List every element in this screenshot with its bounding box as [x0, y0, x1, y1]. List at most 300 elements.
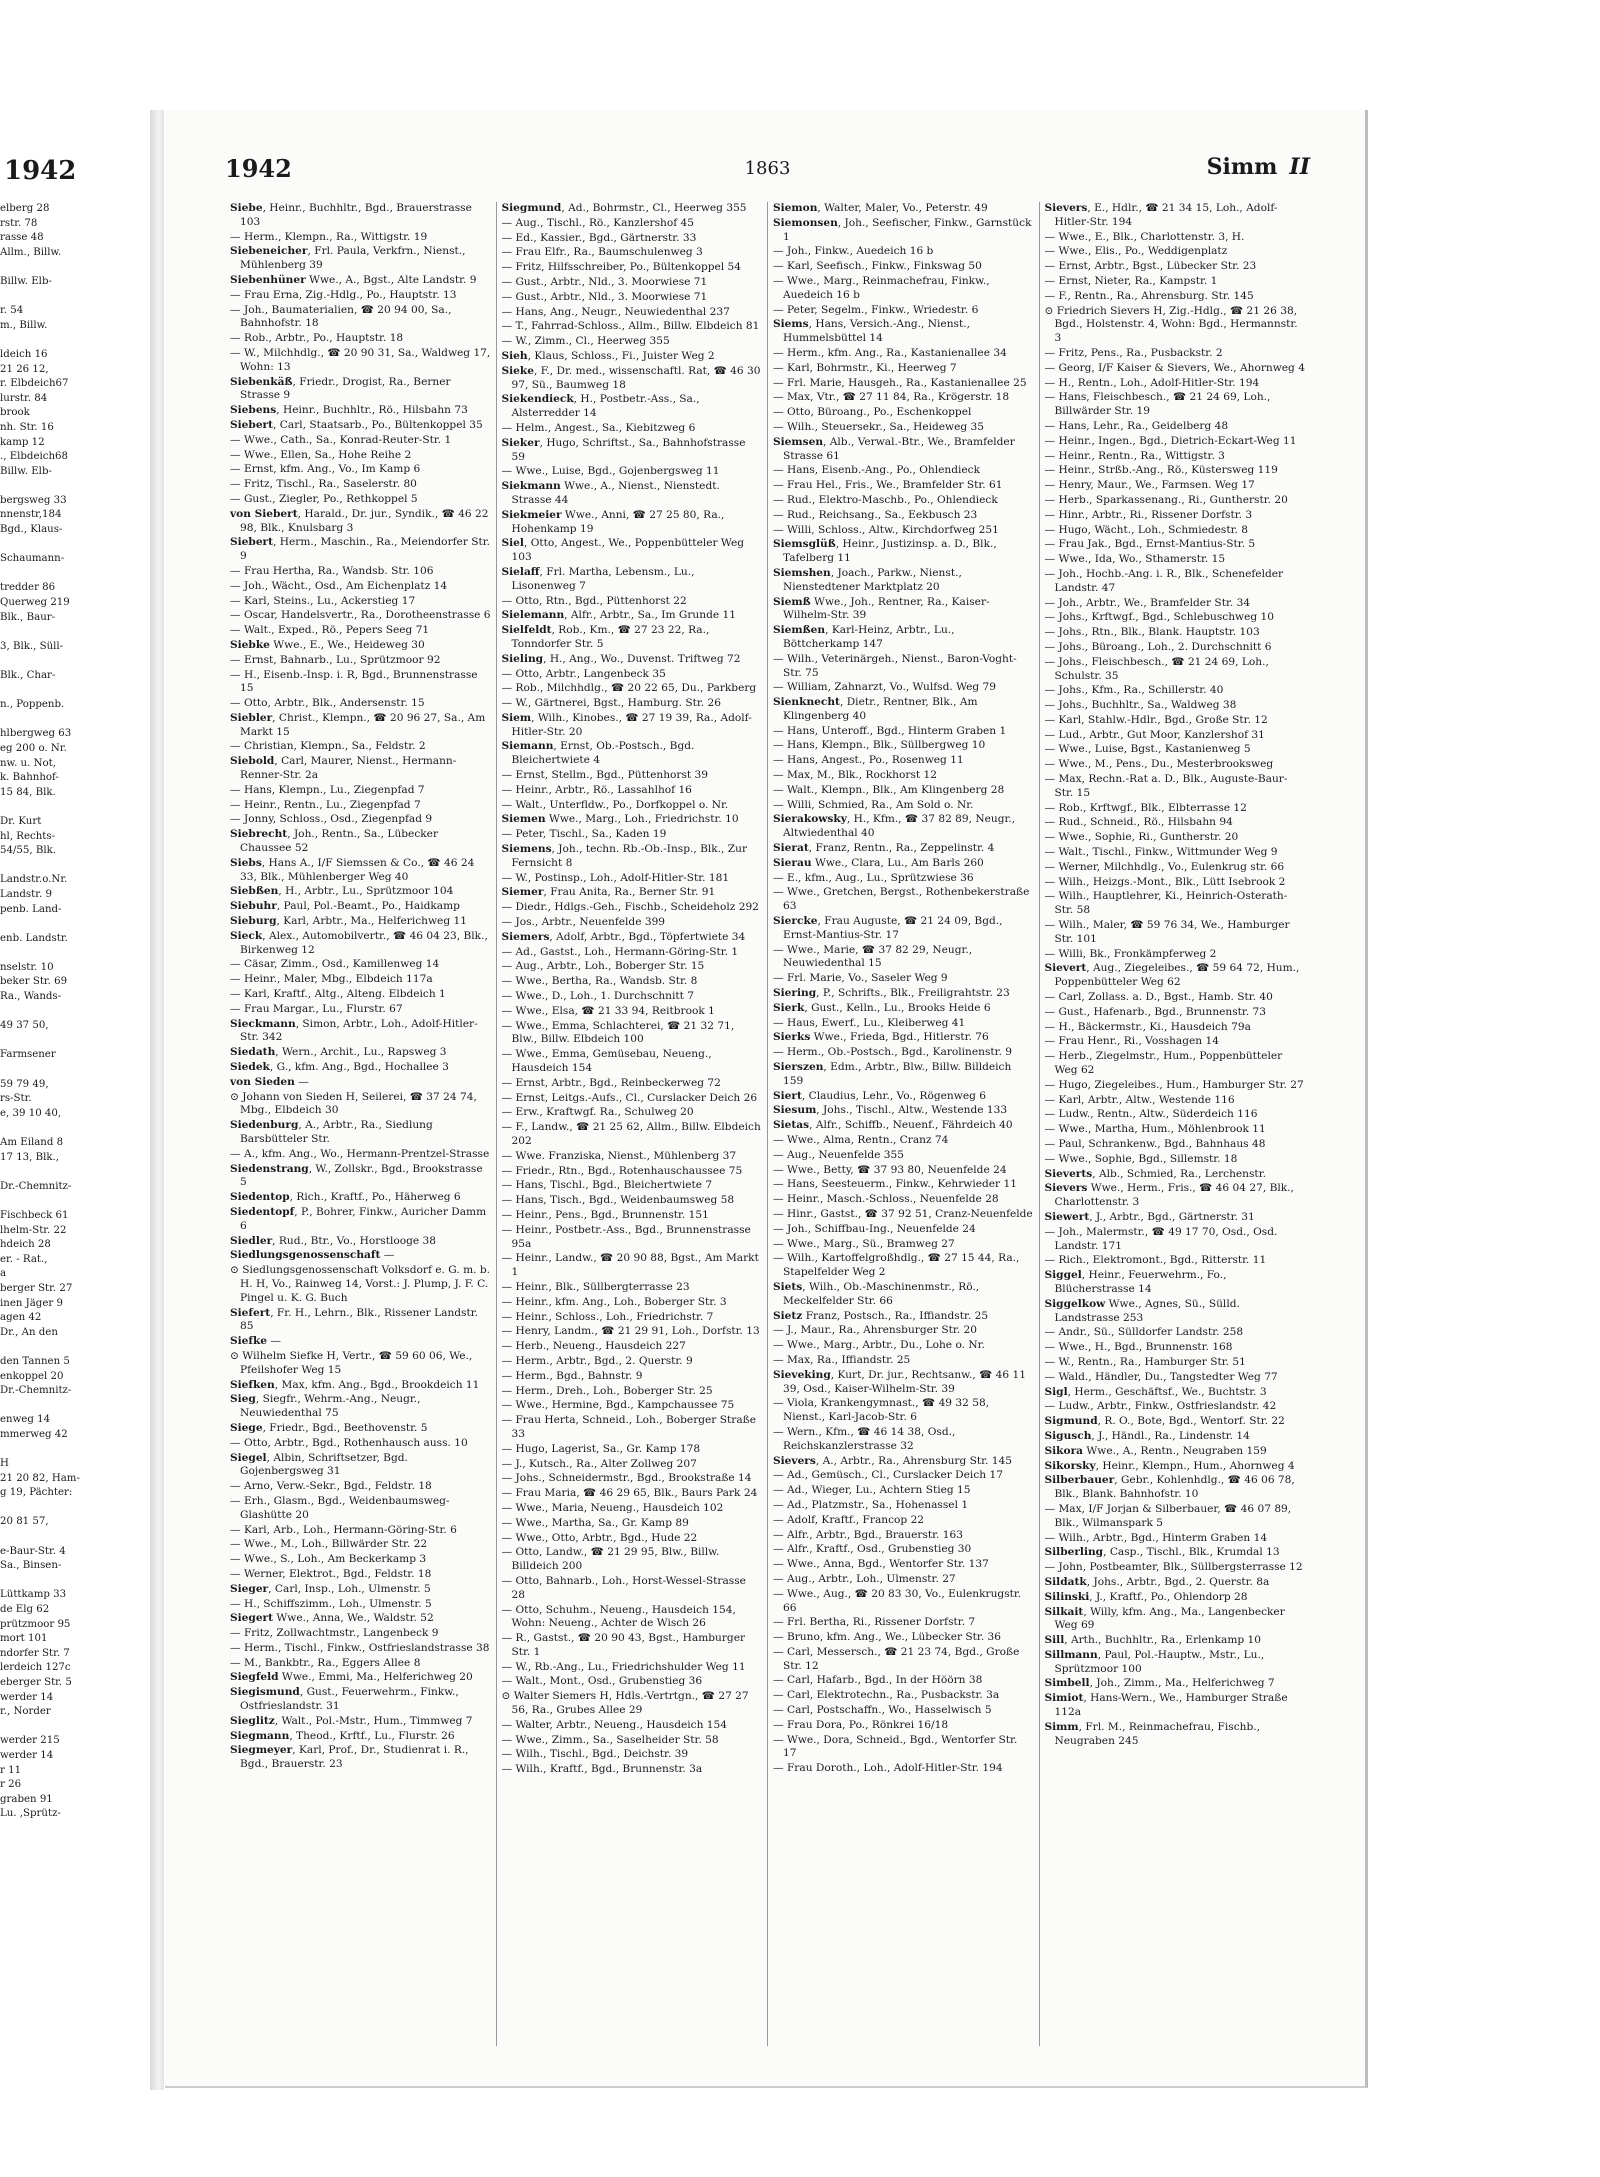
directory-entry: Sillmann, Paul, Pol.-Hauptw., Mstr., Lu., Sprützmoor 100 — [1044, 1648, 1265, 1675]
directory-entry: — J., Maur., Ra., Ahrensburger Str. 20 — [773, 1324, 977, 1337]
directory-entry: — Hans, Ang., Neugr., Neuwiedenthal 237 — [501, 305, 730, 318]
facing-page-line: r 26 — [0, 1779, 22, 1791]
directory-entry: Siedentop, Rich., Kraftf., Po., Häherweg 6 — [230, 1191, 461, 1204]
directory-entry: Siemers, Adolf, Arbtr., Bgd., Töpfertwiete 34 — [501, 930, 746, 943]
directory-entry: — Heinr., Rentn., Ra., Wittigstr. 3 — [1044, 449, 1225, 462]
facing-page-line: nh. Str. 16 — [0, 421, 54, 433]
facing-page-line: Blk., Char- — [0, 670, 56, 681]
directory-entry: — Wwe., Elsa, ☎ 21 33 94, Reitbrook 1 — [501, 1004, 715, 1017]
facing-page-line: rs-Str. — [0, 1093, 32, 1105]
directory-entry: — Heinr., Postbetr.-Ass., Bgd., Brunnenstrasse 95a — [501, 1223, 751, 1250]
directory-entry: — Ad., Platzmstr., Sa., Hohenassel 1 — [773, 1498, 969, 1511]
directory-entry: — Otto, Büroang., Po., Eschenkoppel — [773, 406, 972, 419]
directory-entry: — Wwe., S., Loh., Am Beckerkamp 3 — [230, 1553, 427, 1566]
directory-entry: Siert, Claudius, Lehr., Vo., Rögenweg 6 — [773, 1089, 986, 1102]
facing-page-line — [0, 538, 150, 553]
directory-entry: — Heinr., Pens., Bgd., Brunnenstr. 151 — [501, 1208, 709, 1221]
directory-entry: — Wwe., H., Bgd., Brunnenstr. 168 — [1044, 1341, 1233, 1354]
facing-page-line: m., Billw. — [0, 319, 48, 331]
facing-page-line: 21 26 12, — [0, 363, 49, 375]
directory-entry: — Wwe., Hermine, Bgd., Kampchaussee 75 — [501, 1399, 735, 1412]
facing-page-line — [0, 859, 150, 874]
directory-entry: — Max, Rechn.-Rat a. D., Blk., Auguste-Baur-Str. 15 — [1044, 773, 1288, 799]
directory-entry: — H., Schiffszimm., Loh., Ulmenstr. 5 — [230, 1597, 432, 1610]
directory-entry: — Wilh., Hauptlehrer, Ki., Heinrich-Osterath-Str. 58 — [1044, 890, 1288, 917]
directory-entry: Sierat, Franz, Rentn., Ra., Zeppelinstr. 4 — [773, 842, 995, 855]
directory-entry: — Hans, Fleischbesch., ☎ 21 24 69, Loh., Billwärder Str. 19 — [1044, 391, 1271, 418]
facing-page-line — [0, 1530, 150, 1545]
directory-entry: — Wwe., M., Loh., Billwärder Str. 22 — [230, 1538, 428, 1551]
directory-entry: — Max, I/F Jorjan & Silberbauer, ☎ 46 07 89, Blk., Wilmanspark 5 — [1044, 1502, 1292, 1529]
directory-entry: — Otto, Landw., ☎ 21 29 95, Blw., Billw. Billdeich 200 — [501, 1546, 720, 1573]
facing-page-line: e, 39 10 40, — [0, 1107, 62, 1119]
facing-page-line: elberg 28 — [0, 203, 50, 214]
directory-entry: — Wwe., Marie, ☎ 37 82 29, Neugr., Neuwiedenthal 15 — [773, 943, 973, 970]
facing-page-line — [0, 1063, 150, 1078]
directory-entry: — Werner, Elektrot., Bgd., Feldstr. 18 — [230, 1567, 432, 1580]
directory-entry: Siel, Otto, Angest., We., Poppenbütteler Weg 103 — [501, 537, 744, 564]
facing-page-line: tredder 86 — [0, 582, 56, 594]
facing-page-line: Sa., Binsen- — [0, 1560, 62, 1572]
directory-entry: Siesum, Johs., Tischl., Altw., Westende 133 — [773, 1104, 1008, 1117]
directory-entry: Siercke, Frau Auguste, ☎ 21 24 09, Bgd., Ernst-Mantius-Str. 17 — [773, 915, 1003, 941]
directory-entry: Siege, Friedr., Bgd., Beethovenstr. 5 — [230, 1421, 428, 1434]
directory-entry: — Karl, Arb., Loh., Hermann-Göring-Str. 6 — [230, 1523, 457, 1536]
directory-entry: — Wwe., Elis., Po., Weddigenplatz — [1044, 245, 1228, 258]
directory-entry: — Wilh., Kartoffelgroßhdlg., ☎ 27 15 44, Ra., Stapelfelder Weg 2 — [773, 1252, 1020, 1279]
directory-entry: — Ed., Kassier., Bgd., Gärtnerstr. 33 — [501, 231, 697, 244]
directory-entry: Sieker, Hugo, Schriftst., Sa., Bahnhofstrasse 59 — [501, 436, 746, 463]
directory-entry: Siebert, Carl, Staatsarb., Po., Bültenkoppel 35 — [230, 418, 483, 431]
directory-entry: — Wwe. Franziska, Nienst., Mühlenberg 37 — [501, 1149, 737, 1162]
directory-entry: Siemon, Walter, Maler, Vo., Peterstr. 49 — [773, 202, 988, 214]
directory-entry: Sieling, H., Ang., Wo., Duvenst. Triftweg 72 — [501, 652, 741, 665]
directory-entry: — Hugo, Lagerist, Sa., Gr. Kamp 178 — [501, 1442, 701, 1455]
directory-entry: Siggelkow Wwe., Agnes, Sü., Sülld. Landstrasse 253 — [1044, 1297, 1240, 1324]
facing-page-year: 1942 — [4, 156, 77, 186]
facing-page-line: Fischbeck 61 — [0, 1209, 69, 1221]
directory-entry: Siegert Wwe., Anna, We., Waldstr. 52 — [230, 1612, 434, 1625]
directory-entry: — Carl, Hafarb., Bgd., In der Höörn 38 — [773, 1674, 983, 1687]
directory-entry: — Ernst, Arbtr., Bgst., Lübecker Str. 23 — [1044, 260, 1257, 273]
facing-page-line: r 11 — [0, 1764, 22, 1776]
directory-entry: Siggel, Heinr., Feuerwehrm., Fo., Blücherstrasse 14 — [1044, 1269, 1227, 1295]
directory-entry: — Joh., Baumaterialien, ☎ 20 94 00, Sa., Bahnhofstr. 18 — [230, 303, 452, 330]
facing-page-line: kamp 12 — [0, 436, 45, 448]
directory-entry: Siegel, Albin, Schriftsetzer, Bgd. Gojenbergsweg 31 — [230, 1451, 408, 1478]
directory-entry: — Herm., Bgd., Bahnstr. 9 — [501, 1369, 643, 1382]
directory-entry: Siemshen, Joach., Parkw., Nienst., Nienstedtener Marktplatz 20 — [773, 566, 962, 593]
facing-page-line: Bgd., Klaus- — [0, 524, 63, 536]
facing-page-line: ndorfer Str. 7 — [0, 1647, 70, 1659]
directory-entry: — Hinr., Gastst., ☎ 37 92 51, Cranz-Neuenfelde — [773, 1207, 1033, 1220]
directory-entry: von Siebert, Harald., Dr. jur., Syndik., ☎ 46 22 98, Blk., Knulsbarg 3 — [230, 507, 489, 534]
directory-entry: — Wwe., Maria, Neueng., Hausdeich 102 — [501, 1501, 724, 1514]
directory-entry: Siets, Wilh., Ob.-Maschinenmstr., Rö., Meckelfelder Str. 66 — [773, 1280, 980, 1307]
facing-page-line: 59 79 49, — [0, 1078, 49, 1090]
directory-entry: — Walt., Unterfldw., Po., Dorfkoppel o. Nr. — [501, 798, 729, 811]
directory-entry: ⊙ Johann von Sieden H, Seilerei, ☎ 37 24 74, Mbg., Elbdeich 30 — [230, 1090, 477, 1117]
directory-entry: — Wwe., Marg., Reinmachefrau, Finkw., Auedeich 16 b — [773, 274, 990, 301]
directory-entry: — Hans, Unteroff., Bgd., Hinterm Graben 1 — [773, 724, 1007, 737]
directory-entry: Simbell, Joh., Zimm., Ma., Helferichweg 7 — [1044, 1677, 1275, 1690]
directory-entry: Siemen Wwe., Marg., Loh., Friedrichstr. 10 — [501, 813, 739, 826]
directory-entry: — Frl. Marie, Vo., Saseler Weg 9 — [773, 972, 948, 985]
directory-entry: — Wwe., Anna, Bgd., Wentorfer Str. 137 — [773, 1558, 989, 1571]
directory-entry: — Wern., Kfm., ☎ 46 14 38, Osd., Reichskanzlerstrasse 32 — [773, 1425, 956, 1452]
directory-entry: — Wwe., Sophie, Bgd., Sillemstr. 18 — [1044, 1152, 1238, 1165]
directory-entry: Sievert, Aug., Ziegeleibes., ☎ 59 64 72, Hum., Poppenbütteler Weg 62 — [1044, 962, 1300, 989]
directory-entry: — Frau Maria, ☎ 46 29 65, Blk., Baurs Park 24 — [501, 1487, 758, 1500]
directory-entry: Sieg, Siegfr., Wehrm.-Ang., Neugr., Neuwiedenthal 75 — [230, 1393, 421, 1420]
directory-entry: — Heinr., Rentn., Lu., Ziegenpfad 7 — [230, 798, 421, 811]
facing-page-line: 3, Blk., Süll- — [0, 640, 64, 652]
directory-entry: — H., Bäckermstr., Ki., Hausdeich 79a — [1044, 1020, 1251, 1033]
facing-page-line: er. - Rat., — [0, 1253, 48, 1265]
directory-entry: — Peter, Tischl., Sa., Kaden 19 — [501, 828, 667, 841]
directory-entry: — Rud., Reichsang., Sa., Eekbusch 23 — [773, 508, 978, 521]
directory-entry: — Hans, Lehr., Ra., Geidelberg 48 — [1044, 419, 1229, 432]
directory-entry: — W., Gärtnerei, Bgst., Hamburg. Str. 26 — [501, 697, 722, 710]
directory-entry: — Rob., Arbtr., Po., Hauptstr. 18 — [230, 332, 404, 345]
directory-entry: — Joh., Arbtr., We., Bramfelder Str. 34 — [1044, 596, 1251, 609]
directory-entry: Siemsglüß, Heinr., Justizinsp. a. D., Blk., Tafelberg 11 — [773, 538, 997, 565]
directory-entry: — Andr., Sü., Sülldorfer Landstr. 258 — [1044, 1326, 1244, 1339]
facing-page-line: rstr. 78 — [0, 217, 38, 229]
facing-page-line: enweg 14 — [0, 1414, 51, 1426]
directory-entry: Sieke, F., Dr. med., wissenschaftl. Rat, ☎ 46 30 97, Sü., Baumweg 18 — [501, 364, 761, 391]
facing-page-line — [0, 1121, 150, 1136]
directory-entry: Siemens, Joh., techn. Rb.-Ob.-Insp., Blk., Zur Fernsicht 8 — [501, 843, 748, 869]
directory-entry: — Heinr., Schloss., Loh., Friedrichstr. 7 — [501, 1310, 714, 1323]
facing-page-line: Billw. Elb- — [0, 465, 52, 477]
directory-entry: — Wilh., Veterinärgeh., Nienst., Baron-Voght-Str. 75 — [773, 652, 1017, 679]
facing-page-line: Dr., An den — [0, 1326, 58, 1338]
facing-page-line — [0, 567, 150, 582]
directory-entry: — Herb., Sparkassenang., Ri., Guntherstr. 20 — [1044, 493, 1288, 506]
directory-entry: Sigl, Herm., Geschäftsf., We., Buchtstr. 3 — [1044, 1385, 1267, 1398]
directory-entry: — Joh., Wächt., Osd., Am Eichenplatz 14 — [230, 579, 448, 592]
directory-entry: — Alfr., Kraftf., Osd., Grubenstieg 30 — [773, 1543, 972, 1556]
directory-entry: — Joh., Finkw., Auedeich 16 b — [773, 245, 934, 258]
directory-entry: — Hans, Tischl., Bgd., Bleichertwiete 7 — [501, 1179, 713, 1192]
directory-entry: Siebenhüner Wwe., A., Bgst., Alte Landstr. 9 — [230, 273, 477, 286]
directory-entry: — Ernst, Nieter, Ra., Kampstr. 1 — [1044, 274, 1218, 287]
directory-entry: — Wwe., D., Loh., 1. Durchschnitt 7 — [501, 990, 694, 1003]
directory-entry: Siegmeyer, Karl, Prof., Dr., Studienrat i. R., Bgd., Brauerstr. 23 — [230, 1744, 469, 1771]
directory-entry: — Haus, Ewerf., Lu., Kleiberweg 41 — [773, 1016, 966, 1029]
facing-page-fragment — [0, 130, 150, 2060]
directory-entry: — Otto, Arbtr., Bgd., Rothenhausch auss. 10 — [230, 1436, 468, 1449]
directory-entry: Sikora Wwe., A., Rentn., Neugraben 159 — [1044, 1444, 1267, 1457]
facing-page-line: r. 54 — [0, 305, 24, 317]
facing-page-line: lerdeich 127c — [0, 1662, 71, 1674]
directory-column-2 — [496, 202, 768, 2046]
directory-entry: — Otto, Bahnarb., Loh., Horst-Wessel-Strasse 28 — [501, 1574, 746, 1601]
directory-entry: — Aug., Tischl., Rö., Kanzlershof 45 — [501, 216, 694, 229]
directory-entry: — Johs., Schneidermstr., Bgd., Brookstraße 14 — [501, 1472, 752, 1485]
facing-page-line: de Elg 62 — [0, 1604, 50, 1615]
directory-entry: — Heinr., Arbtr., Rö., Lassahlhof 16 — [501, 783, 692, 796]
facing-page-line: agen 42 — [0, 1312, 42, 1324]
directory-entry: — Henry, Landm., ☎ 21 29 91, Loh., Dorfstr. 13 — [501, 1325, 760, 1338]
directory-entry: — Frau Elfr., Ra., Baumschulenweg 3 — [501, 246, 703, 259]
directory-entry: Siebs, Hans A., I/F Siemssen & Co., ☎ 46 24 33, Blk., Mühlenberger Weg 40 — [230, 856, 475, 883]
directory-entry: Siebold, Carl, Maurer, Nienst., Hermann-Renner-Str. 2a — [230, 755, 457, 782]
facing-page-line: n., Poppenb. — [0, 699, 65, 711]
directory-entry: Sierk, Gust., Kelln., Lu., Brooks Heide 6 — [773, 1001, 991, 1014]
directory-entry: — Alfr., Arbtr., Bgd., Brauerstr. 163 — [773, 1528, 963, 1541]
directory-entry: Sieckmann, Simon, Arbtr., Loh., Adolf-Hitler-Str. 342 — [230, 1017, 478, 1044]
facing-page-line: werder 14 — [0, 1749, 54, 1761]
directory-entry: Sierks Wwe., Frieda, Bgd., Hitlerstr. 76 — [773, 1031, 989, 1044]
directory-entry: — Frau Erna, Zig.-Hdlg., Po., Hauptstr. 13 — [230, 288, 457, 301]
directory-entry: Simm, Frl. M., Reinmachefrau, Fischb., Neugraben 245 — [1044, 1720, 1260, 1747]
facing-page-line: Dr.-Chemnitz- — [0, 1385, 72, 1397]
directory-entry: — Adolf, Kraftf., Francop 22 — [773, 1513, 925, 1526]
directory-entry: ⊙ Siedlungsgenossenschaft Volksdorf e. G. m. b. H. H, Vo., Rainweg 14, Vorst.: J. Plump, J. F. C. Pingel u. K. G. Buch — [230, 1264, 491, 1304]
directory-entry: Sildatk, Johs., Arbtr., Bgd., 2. Querstr. 8a — [1044, 1575, 1270, 1588]
directory-entry: Siemann, Ernst, Ob.-Postsch., Bgd. Bleichertwiete 4 — [501, 740, 695, 767]
directory-entry: — Wwe., Luise, Bgd., Gojenbergsweg 11 — [501, 465, 720, 478]
directory-entry: — Otto, Schuhm., Neueng., Hausdeich 154, Wohn: Neueng., Achter de Wisch 26 — [501, 1603, 736, 1630]
directory-entry: — Carl, Postschaffn., Wo., Hasselwisch 5 — [773, 1704, 992, 1717]
directory-entry: — Wilh., Arbtr., Bgd., Hinterm Graben 14 — [1044, 1531, 1268, 1544]
directory-entry: — Ad., Gastst., Loh., Hermann-Göring-Str. 1 — [501, 945, 739, 958]
directory-entry: — W., Milchhdlg., ☎ 20 90 31, Sa., Waldweg 17, Wohn: 13 — [230, 346, 491, 373]
directory-entry: — Heinr., Ingen., Bgd., Dietrich-Eckart-Weg 11 — [1044, 434, 1297, 447]
facing-page-line: Lu. ,Sprütz- — [0, 1808, 61, 1820]
directory-entry: — Hans, Angest., Po., Rosenweg 11 — [773, 754, 964, 767]
directory-entry: — Heinr., Masch.-Schloss., Neuenfelde 28 — [773, 1193, 999, 1206]
directory-entry: Sierau Wwe., Clara, Lu., Am Barls 260 — [773, 856, 984, 869]
directory-entry: — Frau Doroth., Loh., Adolf-Hitler-Str. 194 — [773, 1762, 1003, 1775]
directory-entry: — Frau Jak., Bgd., Ernst-Mantius-Str. 5 — [1044, 538, 1256, 551]
directory-entry: — Diedr., Hdlgs.-Geh., Fischb., Scheideholz 292 — [501, 901, 759, 914]
directory-entry: Siems, Hans, Versich.-Ang., Nienst., Hummelsbüttel 14 — [773, 318, 970, 345]
facing-page-line — [0, 333, 150, 348]
facing-page-line — [0, 1399, 150, 1414]
facing-page-line: 21 20 82, Ham- — [0, 1472, 80, 1484]
directory-page — [165, 110, 1368, 2088]
directory-entry: Siefke — — [230, 1335, 282, 1348]
directory-entry: — Karl, Arbtr., Altw., Westende 116 — [1044, 1093, 1235, 1106]
directory-entry: — Heinr., Blk., Süllbergterrasse 23 — [501, 1280, 690, 1293]
directory-entry: Siekmann Wwe., A., Nienst., Nienstedt. Strasse 44 — [501, 480, 720, 506]
directory-entry: — Wwe., E., Blk., Charlottenstr. 3, H. — [1044, 230, 1245, 243]
facing-page-line: inen Jäger 9 — [0, 1297, 63, 1309]
facing-page-line — [0, 290, 150, 305]
directory-entry: Siekmeier Wwe., Anni, ☎ 27 25 80, Ra., Hohenkamp 19 — [501, 508, 725, 535]
directory-entry: — Wwe., Bertha, Ra., Wandsb. Str. 8 — [501, 975, 698, 988]
directory-entry: Siemer, Frau Anita, Ra., Berner Str. 91 — [501, 886, 716, 899]
running-head — [1207, 154, 1310, 180]
directory-entry: — Wwe., Gretchen, Bergst., Rothenbekerstraße 63 — [773, 886, 1030, 913]
directory-entry: Siedenburg, A., Arbtr., Ra., Siedlung Barsbütteler Str. — [230, 1119, 433, 1145]
directory-entry: — Wwe., Martha, Sa., Gr. Kamp 89 — [501, 1516, 689, 1529]
directory-entry: Silinski, J., Kraftf., Po., Ohlendorp 28 — [1044, 1590, 1248, 1603]
facing-page-line — [0, 1005, 150, 1020]
facing-page-line: werder 215 — [0, 1735, 60, 1747]
directory-entry: — Johs., Fleischbesch., ☎ 21 24 69, Loh., Schulstr. 35 — [1044, 655, 1269, 682]
directory-entry: — Willi, Schloss., Altw., Kirchdorfweg 251 — [773, 523, 999, 536]
facing-page-line — [0, 800, 150, 815]
directory-entry: — Joh., Malermstr., ☎ 49 17 70, Osd., Osd. Landstr. 171 — [1044, 1225, 1278, 1252]
directory-column-1 — [225, 202, 496, 2046]
facing-page-line: Am Eiland 8 — [0, 1137, 64, 1148]
directory-entry: Sieck, Alex., Automobilvertr., ☎ 46 04 23, Blk., Birkenweg 12 — [230, 929, 488, 956]
directory-entry: — Georg, I/F Kaiser & Sievers, We., Ahornweg 4 — [1044, 361, 1305, 374]
directory-entry: — Heinr., Landw., ☎ 20 90 88, Bgst., Am Markt 1 — [501, 1252, 759, 1279]
directory-entry: — Walt., Klempn., Blk., Am Klingenberg 28 — [773, 783, 1005, 796]
directory-entry: — W., Postinsp., Loh., Adolf-Hitler-Str. 181 — [501, 871, 730, 884]
facing-page-line: r. Elbdeich67 — [0, 378, 69, 390]
page-header — [225, 154, 1310, 194]
directory-entry: — Wwe., Otto, Arbtr., Bgd., Hude 22 — [501, 1531, 698, 1544]
directory-entry: — W., Rentn., Ra., Hamburger Str. 51 — [1044, 1355, 1246, 1368]
facing-page-line: brook — [0, 407, 30, 419]
directory-entry: — Wilh., Kraftf., Bgd., Brunnenstr. 3a — [501, 1763, 703, 1776]
facing-page-line — [0, 1165, 150, 1180]
directory-column-3 — [767, 202, 1039, 2046]
directory-entry: Siewert, J., Arbtr., Bgd., Gärtnerstr. 31 — [1044, 1210, 1255, 1223]
directory-entry: — Peter, Segelm., Finkw., Wriedestr. 6 — [773, 303, 979, 316]
directory-entry: — Hans, Eisenb.-Ang., Po., Ohlendieck — [773, 464, 981, 477]
directory-entry: — Ernst, kfm. Ang., Vo., Im Kamp 6 — [230, 463, 421, 476]
directory-entry: Siedek, G., kfm. Ang., Bgd., Hochallee 3 — [230, 1061, 449, 1074]
directory-entry: — Wwe., Martha, Hum., Möhlenbrook 11 — [1044, 1123, 1266, 1136]
directory-entry: Sigmund, R. O., Bote, Bgd., Wentorf. Str. 22 — [1044, 1415, 1285, 1428]
directory-entry: Sieglitz, Walt., Pol.-Mstr., Hum., Timmweg 7 — [230, 1714, 473, 1727]
facing-page-line: prützmoor 95 — [0, 1618, 71, 1630]
directory-entry: — Frau Herta, Schneid., Loh., Boberger Straße 33 — [501, 1414, 756, 1440]
directory-entry: — T., Fahrrad-Schloss., Allm., Billw. Elbdeich 81 — [501, 320, 760, 333]
directory-entry: Siedlungsgenossenschaft — — [230, 1249, 395, 1262]
directory-entry: — Wwe., Alma, Rentn., Cranz 74 — [773, 1134, 949, 1146]
directory-entry: ⊙ Friedrich Sievers H, Zig.-Hdlg., ☎ 21 26 38, Bgd., Holstenstr. 4, Wohn: Bgd., Hermannstr. 3 — [1044, 304, 1298, 345]
directory-entry: — Heinr., Maler, Mbg., Elbdeich 117a — [230, 973, 433, 986]
facing-page-line: eberger Str. 5 — [0, 1676, 72, 1688]
facing-page-line: hlbergweg 63 — [0, 728, 72, 740]
directory-entry: — Wwe., Emma, Gemüsebau, Neueng., Hausdeich 154 — [501, 1048, 712, 1075]
directory-entry: Siebßen, H., Arbtr., Lu., Sprützmoor 104 — [230, 885, 454, 898]
facing-page-line: Farmsener — [0, 1049, 56, 1061]
facing-page-line — [0, 1720, 150, 1735]
directory-entry: — Wwe., Ida, Wo., Sthamerstr. 15 — [1044, 553, 1226, 566]
directory-entry: — Hans, Klempn., Lu., Ziegenpfad 7 — [230, 783, 425, 796]
page-year: 1942 — [225, 154, 292, 183]
directory-entry: — Carl, Elektrotechn., Ra., Pusbackstr. 3a — [773, 1689, 1000, 1702]
facing-page-line: Allm., Billw. — [0, 246, 62, 258]
directory-entry: — Wilh., Maler, ☎ 59 76 34, We., Hamburger Str. 101 — [1044, 919, 1290, 945]
directory-entry: — Gust., Ziegler, Po., Rethkoppel 5 — [230, 492, 418, 505]
directory-entry: Siegmann, Theod., Krftf., Lu., Flurstr. 26 — [230, 1729, 455, 1742]
facing-page-line — [0, 713, 150, 728]
directory-entry: — J., Kutsch., Ra., Alter Zollweg 207 — [501, 1457, 697, 1470]
directory-entry: Siekendieck, H., Postbetr.-Ass., Sa., Alsterredder 14 — [501, 393, 700, 420]
directory-entry: — Aug., Arbtr., Loh., Boberger Str. 15 — [501, 960, 705, 973]
directory-entry: — Gust., Hafenarb., Bgd., Brunnenstr. 73 — [1044, 1005, 1267, 1018]
facing-page-line: Dr. Kurt — [0, 815, 42, 827]
directory-entry: Sieh, Klaus, Schloss., Fi., Juister Weg 2 — [501, 349, 715, 362]
facing-page-line: graben 91 — [0, 1793, 53, 1805]
directory-entry: — Wald., Händler, Du., Tangstedter Weg 77 — [1044, 1370, 1278, 1383]
facing-page-line — [0, 260, 150, 275]
facing-page-line: Landstr.o.Nr. — [0, 874, 68, 886]
facing-page-line: 54/55, Blk. — [0, 845, 56, 857]
facing-page-line: ldeich 16 — [0, 348, 48, 360]
directory-entry: — Wwe., Marg., Sü., Bramweg 27 — [773, 1237, 955, 1250]
facing-page-line: mmerweg 42 — [0, 1428, 68, 1440]
directory-entry: — H., Eisenb.-Insp. i. R, Bgd., Brunnenstrasse 15 — [230, 668, 478, 695]
directory-entry: — Herb., Neueng., Hausdeich 227 — [501, 1340, 686, 1353]
facing-page-line: Landstr. 9 — [0, 888, 52, 900]
directory-entry: — Fritz, Hilfsschreiber, Po., Bültenkoppel 54 — [501, 261, 742, 274]
directory-entry: Sielaff, Frl. Martha, Lebensm., Lu., Lisonenweg 7 — [501, 565, 695, 592]
directory-entry: — Hans, Seesteuerm., Finkw., Kehrwieder 11 — [773, 1178, 1017, 1191]
facing-page-line: Lüttkamp 33 — [0, 1589, 67, 1601]
facing-page-line: Schaumann- — [0, 553, 65, 565]
directory-entry: — Wwe., Zimm., Sa., Saselheider Str. 58 — [501, 1733, 719, 1746]
directory-entry: — Ludw., Rentn., Altw., Süderdeich 116 — [1044, 1108, 1258, 1121]
directory-entry: Siegfeld Wwe., Emmi, Ma., Helferichweg 20 — [230, 1671, 473, 1684]
directory-entry: — Rob., Milchhdlg., ☎ 20 22 65, Du., Parkberg — [501, 682, 757, 695]
directory-entry: — Hugo, Ziegeleibes., Hum., Hamburger Str. 27 — [1044, 1078, 1304, 1091]
facing-page-line: werder 14 — [0, 1691, 54, 1703]
directory-entry: — Heinr., Strßb.-Ang., Rö., Küstersweg 119 — [1044, 464, 1278, 477]
directory-entry: — Walt., Exped., Rö., Pepers Seeg 71 — [230, 624, 430, 637]
directory-entry: Siemß Wwe., Joh., Rentner, Ra., Kaiser-Wilhelm-Str. 39 — [773, 595, 990, 622]
directory-entry: — Herm., Klempn., Ra., Wittigstr. 19 — [230, 230, 428, 243]
directory-entry: Siebrecht, Joh., Rentn., Sa., Lübecker Chaussee 52 — [230, 828, 439, 855]
directory-entry: — Rud., Elektro-Maschb., Po., Ohlendieck — [773, 493, 998, 506]
directory-entry: — Bruno, kfm. Ang., We., Lübecker Str. 36 — [773, 1631, 1002, 1644]
directory-entry: — Herb., Ziegelmstr., Hum., Poppenbütteler Weg 62 — [1044, 1050, 1283, 1077]
directory-entry: — F., Rentn., Ra., Ahrensburg. Str. 145 — [1044, 289, 1254, 302]
directory-entry: — Ernst, Arbtr., Bgd., Reinbeckerweg 72 — [501, 1076, 721, 1089]
directory-entry: — Rich., Elektromont., Bgd., Ritterstr. 11 — [1044, 1254, 1267, 1267]
directory-entry: — Joh., Hochb.-Ang. i. R., Blk., Schenefelder Landstr. 47 — [1044, 567, 1284, 594]
facing-page-line: Blk., Baur- — [0, 611, 56, 623]
directory-entry: — Carl, Zollass. a. D., Bgst., Hamb. Str. 40 — [1044, 991, 1273, 1004]
directory-entry: Siebenkäß, Friedr., Drogist, Ra., Berner Strasse 9 — [230, 375, 451, 402]
directory-entry: Sigusch, J., Händl., Ra., Lindenstr. 14 — [1044, 1429, 1250, 1442]
directory-entry: — Hinr., Arbtr., Ri., Rissener Dorfstr. 3 — [1044, 508, 1253, 521]
directory-entry: Siegmund, Ad., Bohrmstr., Cl., Heerweg 355 — [501, 202, 747, 214]
directory-entry: — Oscar, Handelsvertr., Ra., Dorotheenstrasse 6 — [230, 609, 491, 622]
directory-entry: — William, Zahnarzt, Vo., Wulfsd. Weg 79 — [773, 681, 997, 694]
directory-entry: — Karl, Stahlw.-Hdlr., Bgd., Große Str. 12 — [1044, 713, 1268, 726]
directory-entry: — Willi, Bk., Fronkämpferweg 2 — [1044, 947, 1217, 960]
directory-entry: Siering, P., Schrifts., Blk., Freiligrahtstr. 23 — [773, 987, 1010, 1000]
directory-entry: — H., Rentn., Loh., Adolf-Hitler-Str. 194 — [1044, 376, 1260, 389]
facing-page-line — [0, 1194, 150, 1209]
directory-entry: — Willi, Schmied, Ra., Am Sold o. Nr. — [773, 798, 974, 811]
directory-entry: Silberling, Casp., Tischl., Blk., Krumdal 13 — [1044, 1546, 1280, 1559]
directory-entry: Sievers, E., Hdlr., ☎ 21 34 15, Loh., Adolf-Hitler-Str. 194 — [1044, 202, 1278, 228]
directory-entry: — Ernst, Bahnarb., Lu., Sprützmoor 92 — [230, 653, 441, 666]
facing-page-line: k. Bahnhof- — [0, 772, 59, 784]
directory-entry: — Karl, Bohrmstr., Ki., Heerweg 7 — [773, 361, 957, 374]
directory-entry: — Hans, Klempn., Blk., Süllbergweg 10 — [773, 739, 986, 752]
facing-page-line: nnenstr,184 — [0, 509, 62, 521]
directory-entry: Siegismund, Gust., Feuerwehrm., Finkw., Ostfrieslandstr. 31 — [230, 1686, 459, 1713]
facing-page-line: mort 101 — [0, 1633, 48, 1645]
directory-entry: — Johs., Buchhltr., Sa., Waldweg 38 — [1044, 699, 1237, 712]
directory-entry: — Wilh., Heizgs.-Mont., Blk., Lütt Isebrook 2 — [1044, 875, 1286, 888]
directory-entry: — Wwe., Cath., Sa., Konrad-Reuter-Str. 1 — [230, 433, 452, 446]
facing-page-line: r., Norder — [0, 1706, 51, 1718]
